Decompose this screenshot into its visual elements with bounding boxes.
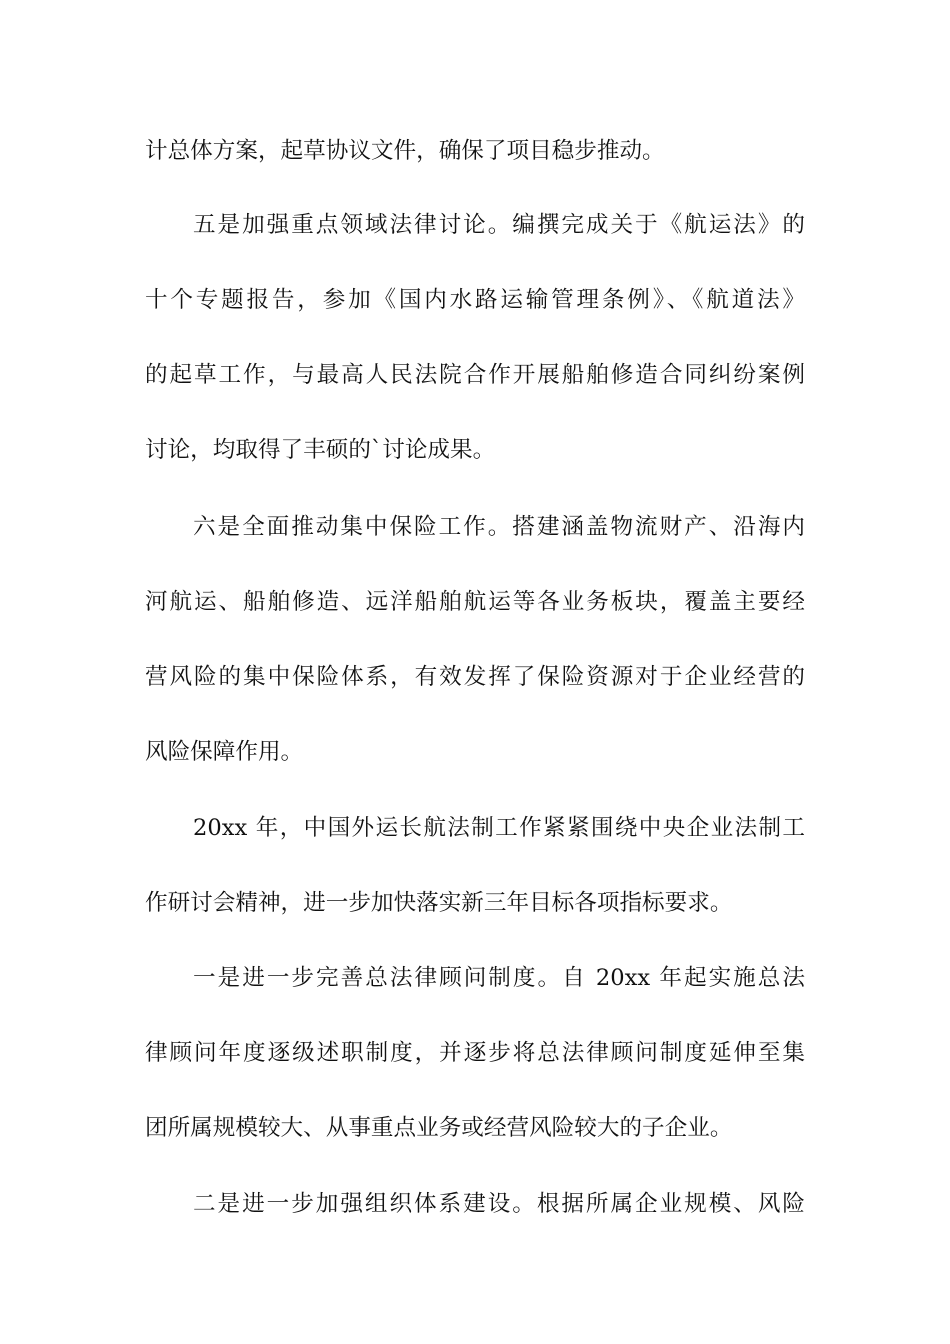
paragraph-line: 作研讨会精神，进一步加快落实新三年目标各项指标要求。 — [145, 890, 733, 916]
paragraph-line: 五是加强重点领域法律讨论。编撰完成关于《航运法》的 — [193, 212, 805, 238]
paragraph-line: 律顾问年度逐级述职制度，并逐步将总法律顾问制度延伸至集 — [145, 1040, 805, 1066]
paragraph-line: 团所属规模较大、从事重点业务或经营风险较大的子企业。 — [145, 1115, 733, 1141]
paragraph-line: 河航运、船舶修造、远洋船舶航运等各业务板块，覆盖主要经 — [145, 589, 805, 615]
paragraph-line: 计总体方案，起草协议文件，确保了项目稳步推动。 — [145, 138, 665, 164]
paragraph-line: 20xx 年，中国外运长航法制工作紧紧围绕中央企业法制工 — [193, 815, 805, 841]
paragraph-line: 六是全面推动集中保险工作。搭建涵盖物流财产、沿海内 — [193, 514, 805, 540]
paragraph-line: 营风险的集中保险体系，有效发挥了保险资源对于企业经营的 — [145, 664, 805, 690]
paragraph-line: 十个专题报告，参加《国内水路运输管理条例》、《航道法》 — [145, 287, 805, 313]
paragraph-line: 一是进一步完善总法律顾问制度。自 20xx 年起实施总法 — [193, 965, 805, 991]
paragraph-line: 的起草工作，与最高人民法院合作开展船舶修造合同纠纷案例 — [145, 362, 805, 388]
paragraph-line: 二是进一步加强组织体系建设。根据所属企业规模、风险 — [193, 1191, 805, 1217]
paragraph-line: 讨论，均取得了丰硕的`讨论成果。 — [145, 437, 496, 463]
paragraph-line: 风险保障作用。 — [145, 739, 304, 765]
